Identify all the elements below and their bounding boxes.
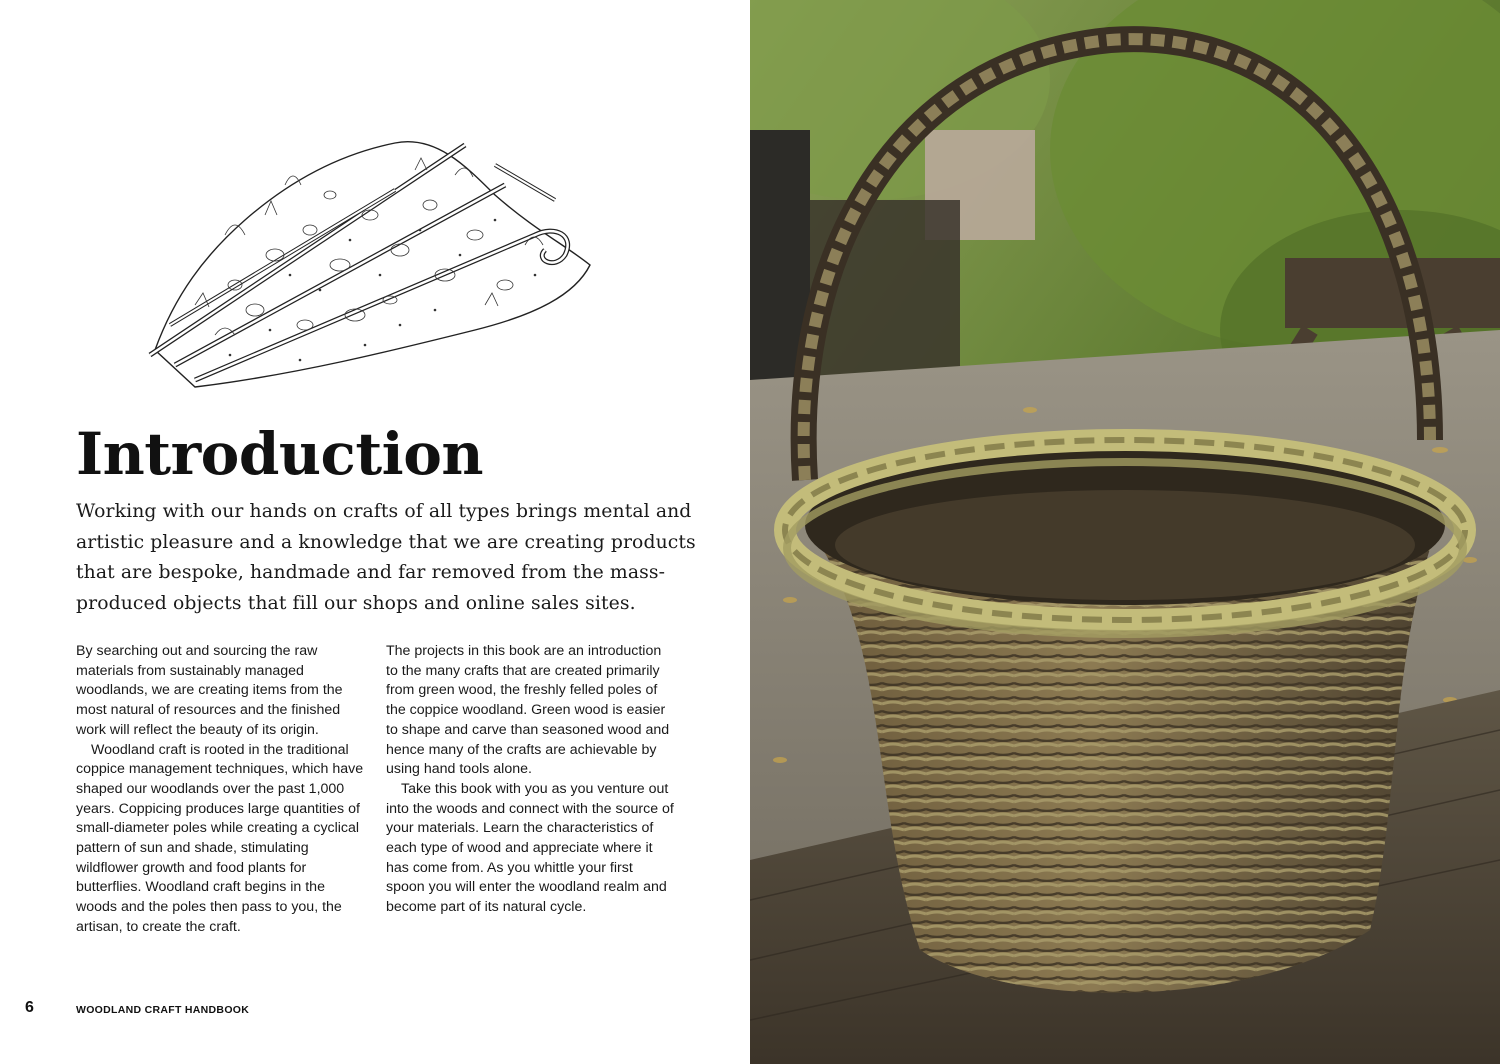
body-paragraph: Woodland craft is rooted in the traditional coppice management techniques, which have shaped our woodlands over the past 1,000 years. Coppicing produces large quantities of small-diameter poles while creating a cyclical pattern of sun and shade, stimulating wildflower growth and food plants for butterflies. Woodland craft begins in the woods and the poles then pass to you, the artisan, to create the craft. — [76, 741, 364, 935]
body-paragraph: Take this book with you as you venture out into the woods and connect with the source of your materials. Learn the characteristics of each type of wood and appreciate where it has come from. As you whittle your first spoon you will enter the woodland realm and become part of its natural cycle. — [386, 780, 674, 916]
page-title: Introduction — [76, 420, 484, 488]
running-head: WOODLAND CRAFT HANDBOOK — [76, 1004, 250, 1016]
right-page — [750, 0, 1500, 1064]
body-paragraph: The projects in this book are an introduction to the many crafts that are created primarily from green wood, the freshly felled poles of the coppice woodland. Green wood is easier to shape and carve than seasoned wood and hence many of the crafts are achievable by using hand tools alone. — [386, 643, 670, 778]
body-column-right — [386, 642, 674, 918]
page-number: 6 — [25, 999, 34, 1016]
intro-paragraph: Working with our hands on crafts of all types brings mental and artistic pleasure and a knowledge that we are creating products that are bespoke, handmade and far removed from the mass-produced objects that fill our shops and online sales sites. — [76, 501, 696, 614]
woodland-poles-illustration — [135, 125, 605, 395]
body-column-left — [76, 642, 364, 938]
body-paragraph: By searching out and sourcing the raw materials from sustainably managed woodlands, we are creating items from the most natural of resources and the finished work will reflect the beauty of its origin. — [76, 643, 343, 738]
willow-basket-photo — [750, 0, 1500, 1064]
